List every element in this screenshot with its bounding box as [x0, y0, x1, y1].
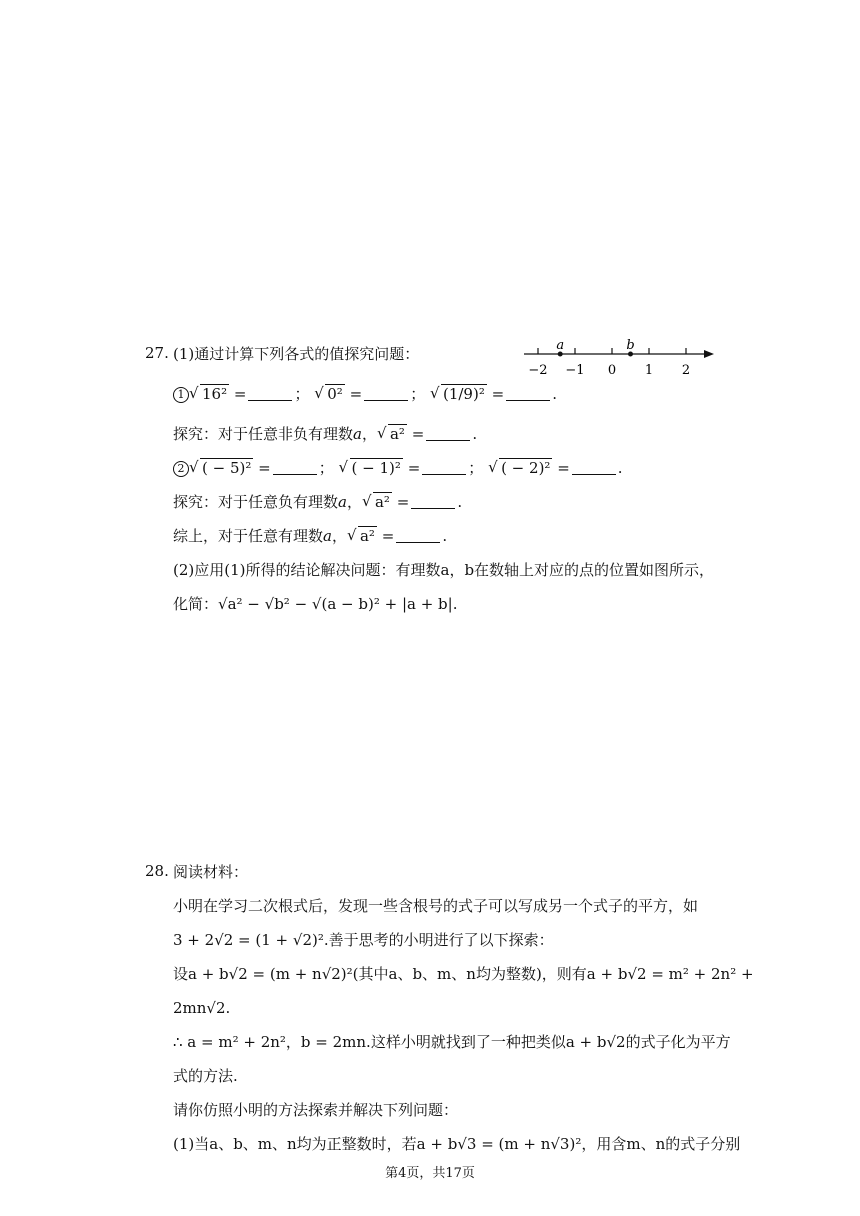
answer-blank[interactable] [426, 426, 470, 441]
summary-line: 综上，对于任意有理数a，√ a² = . [173, 526, 447, 546]
answer-blank[interactable] [273, 460, 317, 475]
answer-blank[interactable] [396, 528, 440, 543]
q28-paragraph: 3 + 2√2 = (1 + √2)².善于思考的小明进行了以下探索： [173, 931, 554, 949]
question-number: 27. [145, 344, 169, 362]
q28-paragraph: 小明在学习二次根式后，发现一些含根号的式子可以写成另一个式子的平方，如 [173, 897, 699, 915]
part2-text: (2)应用(1)所得的结论解决问题：有理数a，b在数轴上对应的点的位置如图所示， [173, 561, 715, 579]
part1-intro: (1)通过计算下列各式的值探究问题： [173, 345, 420, 363]
q28-paragraph: 式的方法. [173, 1067, 238, 1085]
page-footer: 第4页，共17页 [385, 1166, 475, 1181]
answer-blank[interactable] [506, 386, 550, 401]
part2-simplify: 化简：√a² − √b² − √(a − b)² + |a + b|. [173, 595, 458, 613]
explore-nonnegative: 探究：对于任意非负有理数a，√ a² = . [173, 424, 477, 444]
tick-label: 1 [644, 363, 654, 378]
circled-marker: 2 [173, 461, 189, 477]
row2-expressions: 2√ ( − 5)² = ； √ ( − 1)² = ； √ ( − 2)² = . [173, 458, 623, 478]
tick-label: −2 [528, 363, 548, 378]
q28-title: 阅读材料： [173, 863, 249, 881]
answer-blank[interactable] [411, 494, 455, 509]
point-a-label: a [556, 338, 565, 353]
answer-blank[interactable] [364, 386, 408, 401]
q28-paragraph: (1)当a、b、m、n均为正整数时，若a + b√3 = (m + n√3)²，用含m、n的式子分别 [173, 1135, 741, 1153]
tick-label: 2 [681, 363, 691, 378]
explore-negative: 探究：对于任意负有理数a，√ a² = . [173, 492, 462, 512]
q28-paragraph: ∴ a = m² + 2n²，b = 2mn.这样小明就找到了一种把类似a + b√2的式子化为平方 [173, 1033, 731, 1051]
number-line [518, 338, 718, 380]
axis-arrow [704, 350, 714, 358]
tick-label: 0 [607, 363, 617, 378]
point-b-label: b [626, 338, 635, 353]
circled-marker: 1 [173, 387, 189, 403]
number-line-figure [518, 338, 718, 384]
answer-blank[interactable] [422, 460, 466, 475]
answer-blank[interactable] [248, 386, 292, 401]
answer-blank[interactable] [572, 460, 616, 475]
q28-paragraph: 设a + b√2 = (m + n√2)²(其中a、b、m、n均为整数)，则有a + b√2 = m² + 2n² + [173, 965, 754, 983]
question-number: 28. [145, 862, 169, 880]
tick-label: −1 [565, 363, 585, 378]
row1-expressions: 1√ 16² = ； √ 0² = ； √ (1/9)² = . [173, 384, 557, 404]
expression-to-simplify: √a² − √b² − √(a − b)² + |a + b|. [218, 595, 458, 613]
q28-paragraph: 2mn√2. [173, 999, 231, 1017]
q28-paragraph: 请你仿照小明的方法探索并解决下列问题： [173, 1101, 459, 1119]
